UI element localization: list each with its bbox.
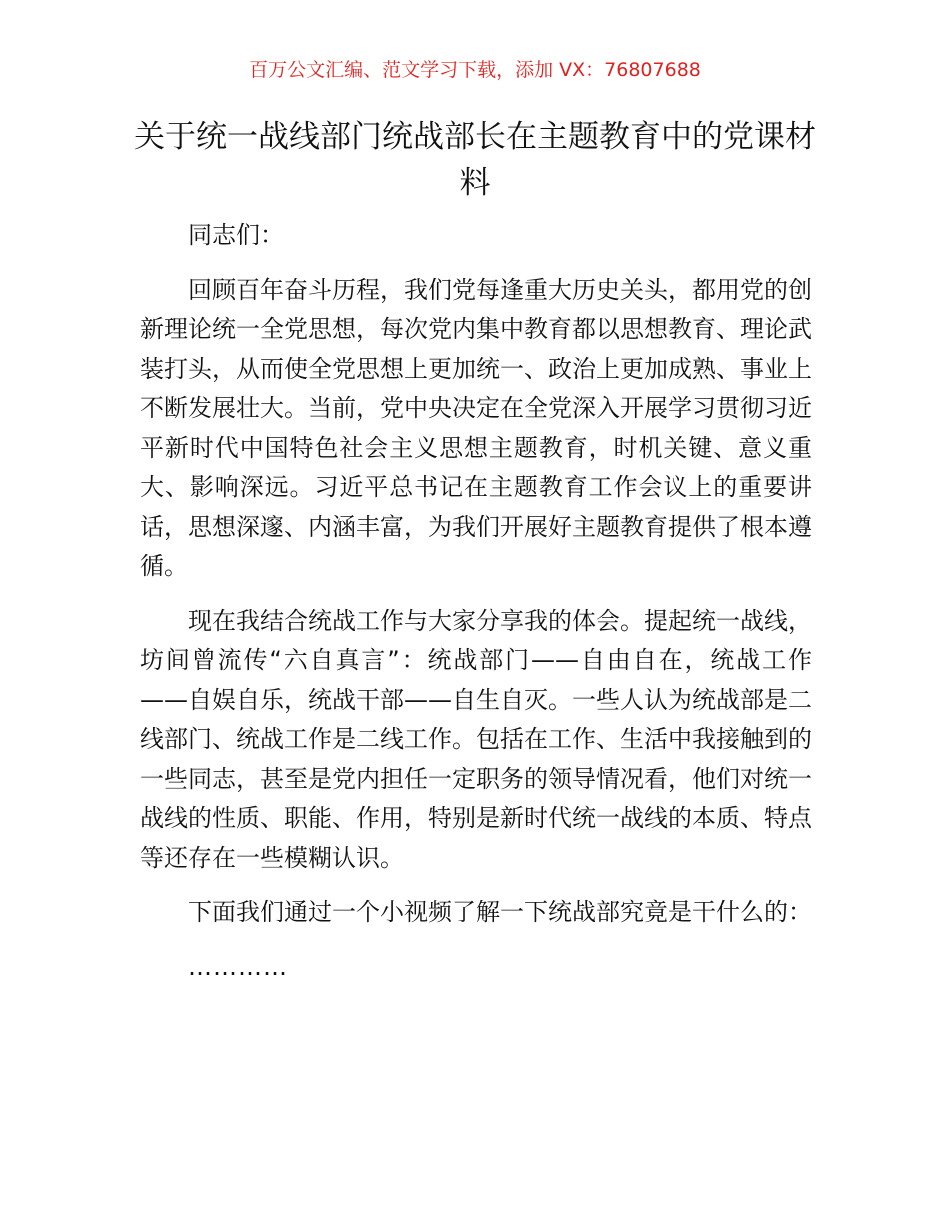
salutation: 同志们： [188,221,284,249]
paragraph-2: 现在我结合统战工作与大家分享我的体会。提起统一战线，坊间曾流传“六自真言”：统战部门——自由自在，统战工作——自娱自乐，统战干部——自生自灭。一些人认为统战部是二线部门、统战工作是二线工作。包括在工作、生活中我接触到的一些同志，甚至是党内担任一定职务的领导情况看，他们对统一战线的性质、职能、作用，特别是新时代统一战线的本质、特点等还存在一些模糊认识。 [140,606,812,872]
document-title: 关于统一战线部门统战部长在主题教育中的党课材料 [134,119,816,201]
paragraph-1: 回顾百年奋斗历程，我们党每逢重大历史关头，都用党的创新理论统一全党思想，每次党内集中教育都以思想教育、理论武装打头，从而使全党思想上更加统一、政治上更加成熟、事业上不断发展壮大。当前，党中央决定在全党深入开展学习贯彻习近平新时代中国特色社会主义思想主题教育，时机关键、意义重大、影响深远。习近平总书记在主题教育工作会议上的重要讲话，思想深邃、内涵丰富，为我们开展好主题教育提供了根本遵循。 [140,275,812,580]
download-notice: 百万公文汇编、范文学习下载，添加 VX：76807688 [249,59,701,81]
document-body [140,216,812,1011]
paragraph-3: 下面我们通过一个小视频了解一下统战部究竟是干什么的： [188,898,812,926]
ellipsis: ………… [188,952,288,981]
